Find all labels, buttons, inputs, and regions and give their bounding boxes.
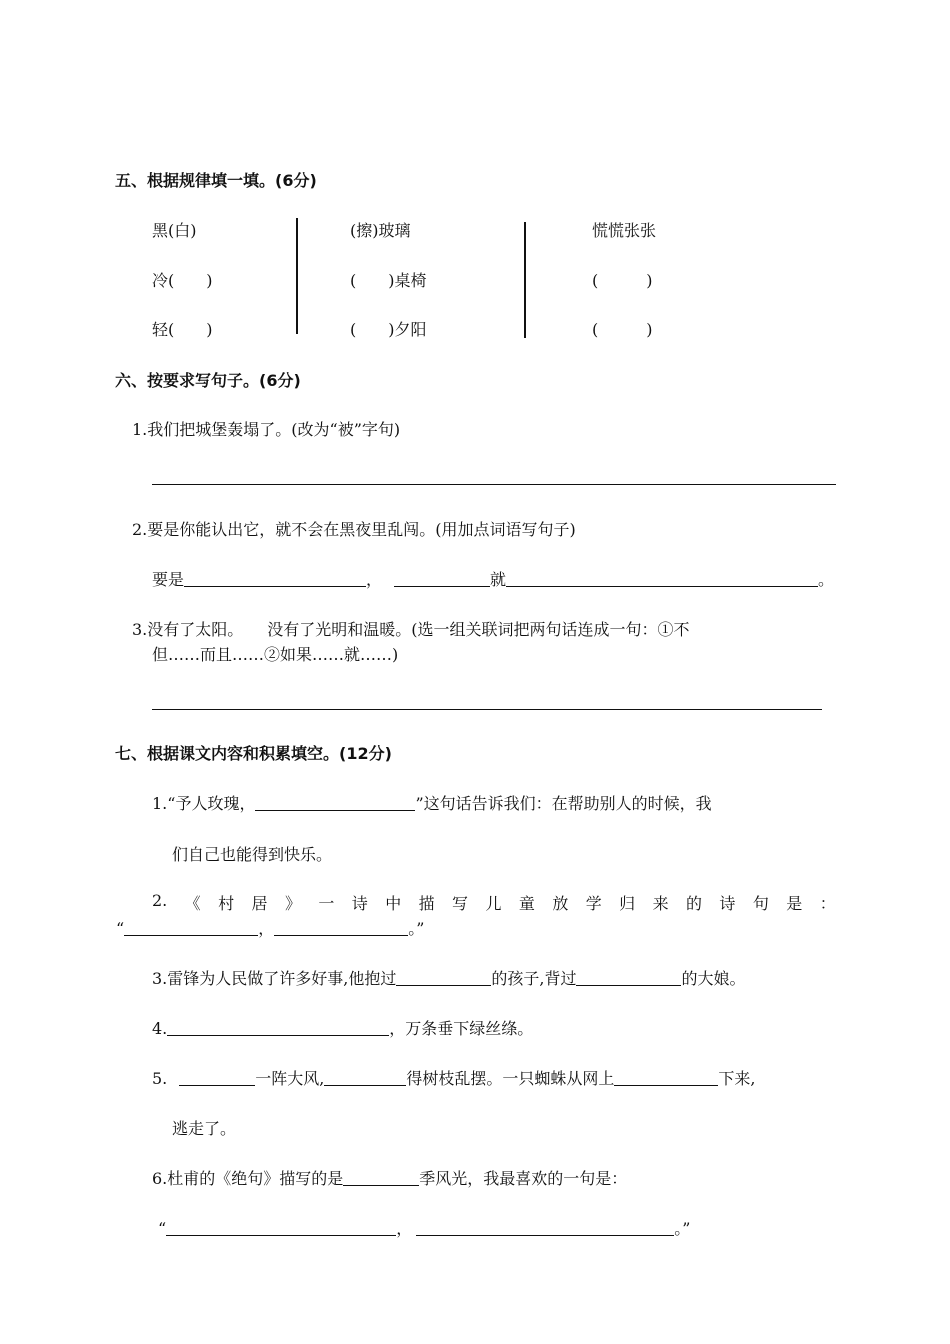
column-divider [296,218,298,334]
question-7-5 [152,1066,755,1089]
question-text: 3.雷锋为人民做了许多好事,他抱过 [152,969,397,988]
question-7-2 [152,891,836,914]
char: 诗 [719,894,736,913]
question-text: 季风光，我最喜欢的一句是： [419,1169,628,1188]
comma: ， [258,919,275,938]
quote-open: “ [116,919,125,938]
answer-sep: ， [366,570,383,589]
column-divider [524,222,526,338]
pattern-col2-row2: ( )桌椅 [350,271,427,290]
question-6-2-answer [152,567,834,590]
quote-close: 。” [674,1219,691,1238]
question-7-5-cont: 逃走了。 [172,1119,237,1138]
answer-blank[interactable] [184,570,366,587]
answer-line[interactable] [152,709,822,710]
char: 是 [786,894,803,913]
question-text: 一阵大风, [255,1069,325,1088]
char: 归 [619,894,636,913]
answer-blank[interactable] [167,1019,389,1036]
pattern-col3-row3: ( ) [592,320,653,339]
char: 2. [152,891,168,910]
answer-blank[interactable] [614,1069,718,1086]
answer-blank[interactable] [396,969,491,986]
char: 的 [686,894,703,913]
answer-blank[interactable] [416,1219,674,1236]
pattern-col3-row1: 慌慌张张 [592,221,657,240]
question-text: 6.杜甫的《绝句》描写的是 [152,1169,344,1188]
answer-blank[interactable] [394,570,490,587]
char: 居 [251,894,268,913]
question-text: ，万条垂下绿丝绦。 [389,1019,534,1038]
question-number: 5. [152,1069,168,1088]
char: 中 [385,894,402,913]
question-7-1 [152,791,712,814]
question-7-2-answer [116,916,424,939]
question-6-1: 1.我们把城堡轰塌了。(改为“被”字句) [132,420,401,439]
answer-prefix: 要是 [152,570,185,589]
char: 来 [652,894,669,913]
question-7-3 [152,966,745,989]
answer-blank[interactable] [255,794,415,811]
pattern-col2-row1: (擦)玻璃 [350,221,411,240]
question-6-3-line2: 但……而且……②如果……就……) [152,645,399,664]
question-7-4 [152,1016,533,1039]
quote-close: 。” [408,919,425,938]
section-6-title: 六、按要求写句子。(6分) [115,371,301,390]
answer-line[interactable] [152,484,836,485]
question-7-1-cont: 们自己也能得到快乐。 [172,845,333,864]
question-6-2: 2.要是你能认出它，就不会在黑夜里乱闯。(用加点词语写句子) [132,520,576,539]
answer-blank[interactable] [576,969,681,986]
section-5-title: 五、根据规律填一填。(6分) [115,171,317,190]
comma: ， [396,1219,413,1238]
question-6-3-line1: 3.没有了太阳。 没有了光明和温暖。(选一组关联词把两句话连成一句：①不 [132,620,690,639]
answer-blank[interactable] [166,1219,396,1236]
pattern-col1-row1: 黑(白) [152,221,197,240]
char: 写 [452,894,469,913]
question-text: 得树枝乱摆。一只蜘蛛从网上 [406,1069,615,1088]
pattern-col1-row2: 冷( ) [152,271,213,290]
char: 句 [752,894,769,913]
question-text: 的大娘。 [681,969,746,988]
pattern-col2-row3: ( )夕阳 [350,320,427,339]
answer-blank[interactable] [124,919,258,936]
answer-joiner: 就 [490,570,507,589]
question-text: 的孩子,背过 [491,969,577,988]
char: 》 [284,894,301,913]
answer-blank[interactable] [343,1169,419,1186]
question-number: 4. [152,1019,168,1038]
question-text: ”这句话告诉我们：在帮助别人的时候，我 [415,794,712,813]
char: 诗 [351,894,368,913]
char: 学 [585,894,602,913]
answer-end: 。 [818,570,835,589]
question-text: 下来, [718,1069,756,1088]
char: 描 [418,894,435,913]
answer-blank[interactable] [179,1069,255,1086]
answer-blank[interactable] [324,1069,406,1086]
char: 儿 [485,894,502,913]
char: 童 [518,894,535,913]
section-7-title: 七、根据课文内容和积累填空。(12分) [115,744,392,763]
char: 村 [218,894,235,913]
answer-blank[interactable] [506,570,818,587]
pattern-col1-row3: 轻( ) [152,320,213,339]
question-text: 1.“予人玫瑰， [152,794,256,813]
pattern-col3-row2: ( ) [592,271,653,290]
char: ： [819,894,836,913]
question-7-6 [152,1166,627,1189]
answer-blank[interactable] [274,919,408,936]
char: 放 [552,894,569,913]
question-7-6-answer [158,1216,690,1239]
quote-open: “ [158,1219,167,1238]
char: 《 [184,894,201,913]
char: 一 [318,894,335,913]
